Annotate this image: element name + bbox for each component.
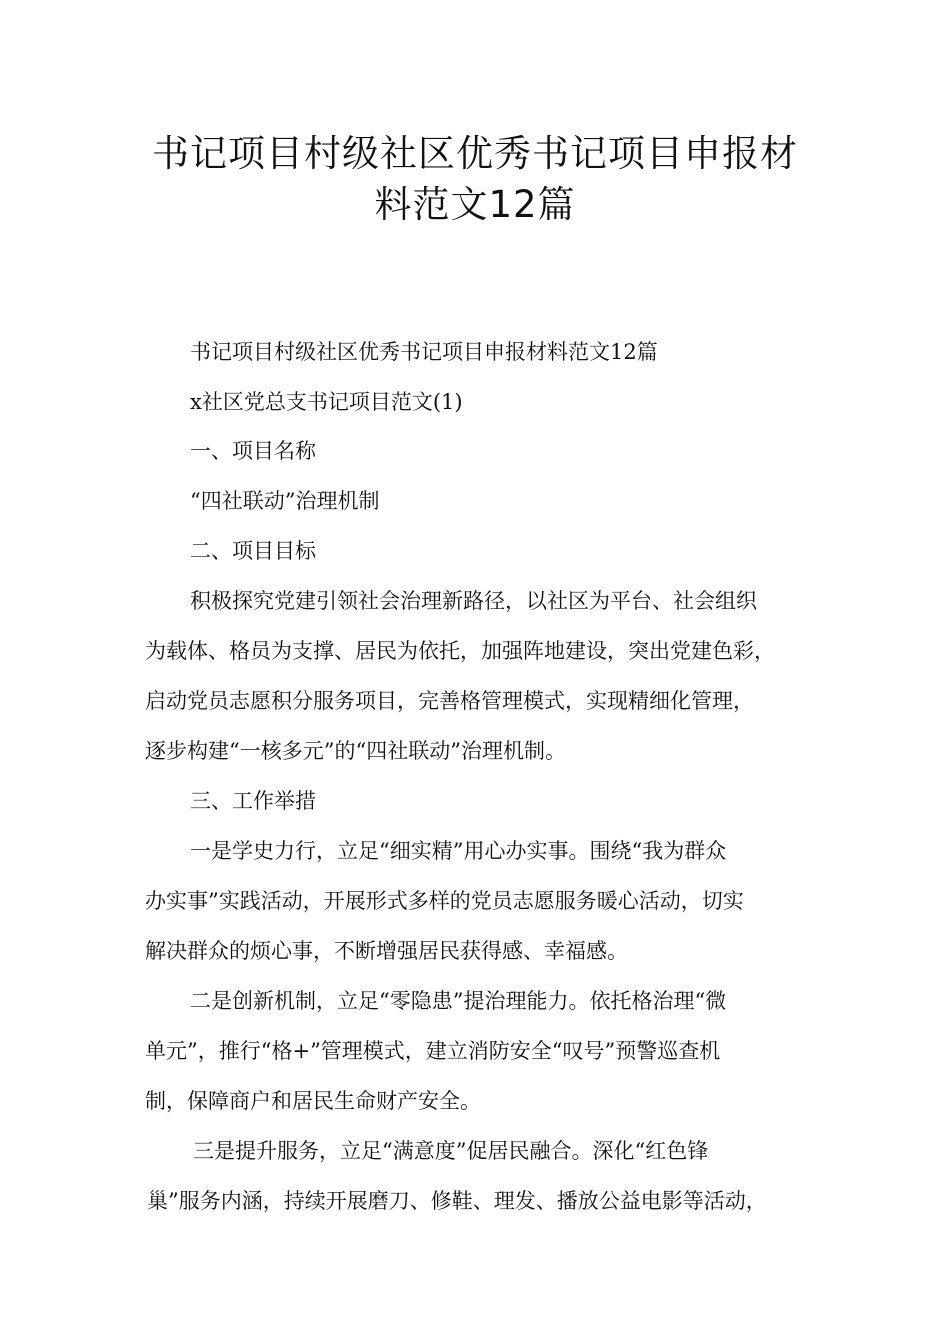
body-text-line: 解决群众的烦心事，不断增强居民获得感、幸福感。 <box>145 939 628 963</box>
paragraph-heading-line: 书记项目村级社区优秀书记项目申报材料范文12篇 <box>190 340 658 364</box>
body-text-line: 积极探究党建引领社会治理新路径，以社区为平台、社会组织 <box>190 589 757 613</box>
body-text-line: 二是创新机制，立足“零隐患”提治理能力。依托格治理“微 <box>190 989 727 1013</box>
project-name-value: “四社联动”治理机制 <box>190 489 380 513</box>
body-text-line: 办实事”实践活动，开展形式多样的党员志愿服务暖心活动，切实 <box>145 889 744 913</box>
body-text-line: 三是提升服务，立足“满意度”促居民融合。深化“红色锋 <box>193 1139 709 1163</box>
document-title-line-2: 料范文12篇 <box>374 183 576 226</box>
section-heading-project-name: 一、项目名称 <box>190 439 316 463</box>
body-text-line: 制，保障商户和居民生命财产安全。 <box>145 1089 481 1113</box>
document-title-line-1: 书记项目村级社区优秀书记项目申报材 <box>152 132 798 175</box>
body-text-line: 启动党员志愿积分服务项目，完善格管理模式，实现精细化管理， <box>145 689 754 713</box>
section-heading-project-goal: 二、项目目标 <box>190 539 316 563</box>
section-heading-work-measures: 三、工作举措 <box>190 789 316 813</box>
body-text-line: 巢”服务内涵，持续开展磨刀、修鞋、理发、播放公益电影等活动， <box>147 1189 767 1213</box>
body-text-line: 为载体、格员为支撑、居民为依托，加强阵地建设，突出党建色彩， <box>145 639 775 663</box>
body-text-line: 逐步构建“一核多元”的“四社联动”治理机制。 <box>145 739 566 763</box>
section-subtitle: x社区党总支书记项目范文(1) <box>190 390 463 414</box>
body-text-line: 单元”，推行“格+”管理模式，建立消防安全“叹号”预警巡查机 <box>145 1039 721 1063</box>
body-text-line: 一是学史力行，立足“细实精”用心办实事。围绕“我为群众 <box>190 839 727 863</box>
